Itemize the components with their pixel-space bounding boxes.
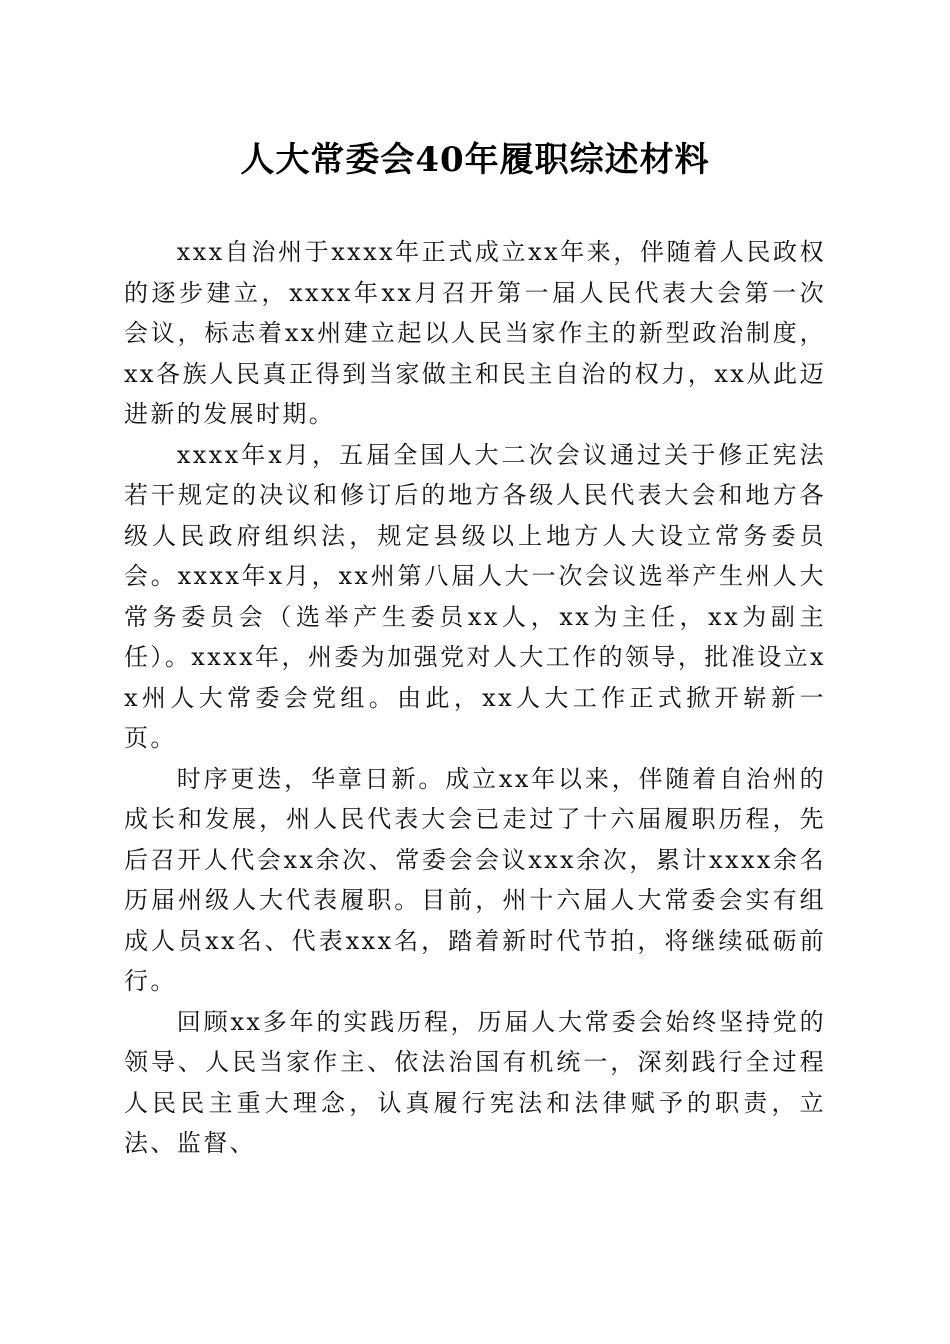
paragraph-3: 时序更迭，华章日新。成立xx年以来，伴随着自治州的成长和发展，州人民代表大会已走过了十六届履职历程，先后召开人代会xx余次、常委会会议xxx余次，累计xxxx余名历届州级人大代表履职。目前，州十六届人大常委会实有组成人员xx名、代表xxx名，踏着新时代节拍，将继续砥砺前行。 [124, 764, 826, 995]
document-body [124, 232, 826, 1164]
document-title: 人大常委会40年履职综述材料 [240, 140, 710, 180]
paragraph-4: 回顾xx多年的实践历程，历届人大常委会始终坚持党的领导、人民当家作主、依法治国有机统一，深刻践行全过程人民民主重大理念，认真履行宪法和法律赋予的职责，立法、监督、 [124, 1007, 826, 1157]
paragraph-2: xxxx年x月，五届全国人大二次会议通过关于修正宪法若干规定的决议和修订后的地方各级人民代表大会和地方各级人民政府组织法，规定县级以上地方人大设立常务委员会。xxxx年x月，xx州第八届人大一次会议选举产生州人大常务委员会（选举产生委员xx人，xx为主任，xx为副主任）。xxxx年，州委为加强党对人大工作的领导，批准设立xx州人大常委会党组。由此，xx人大工作正式掀开崭新一页。 [124, 440, 826, 752]
paragraph-1: xxx自治州于xxxx年正式成立xx年来，伴随着人民政权的逐步建立，xxxx年xx月召开第一届人民代表大会第一次会议，标志着xx州建立起以人民当家作主的新型政治制度，xx各族人民真正得到当家做主和民主自治的权力，xx从此迈进新的发展时期。 [124, 238, 826, 428]
